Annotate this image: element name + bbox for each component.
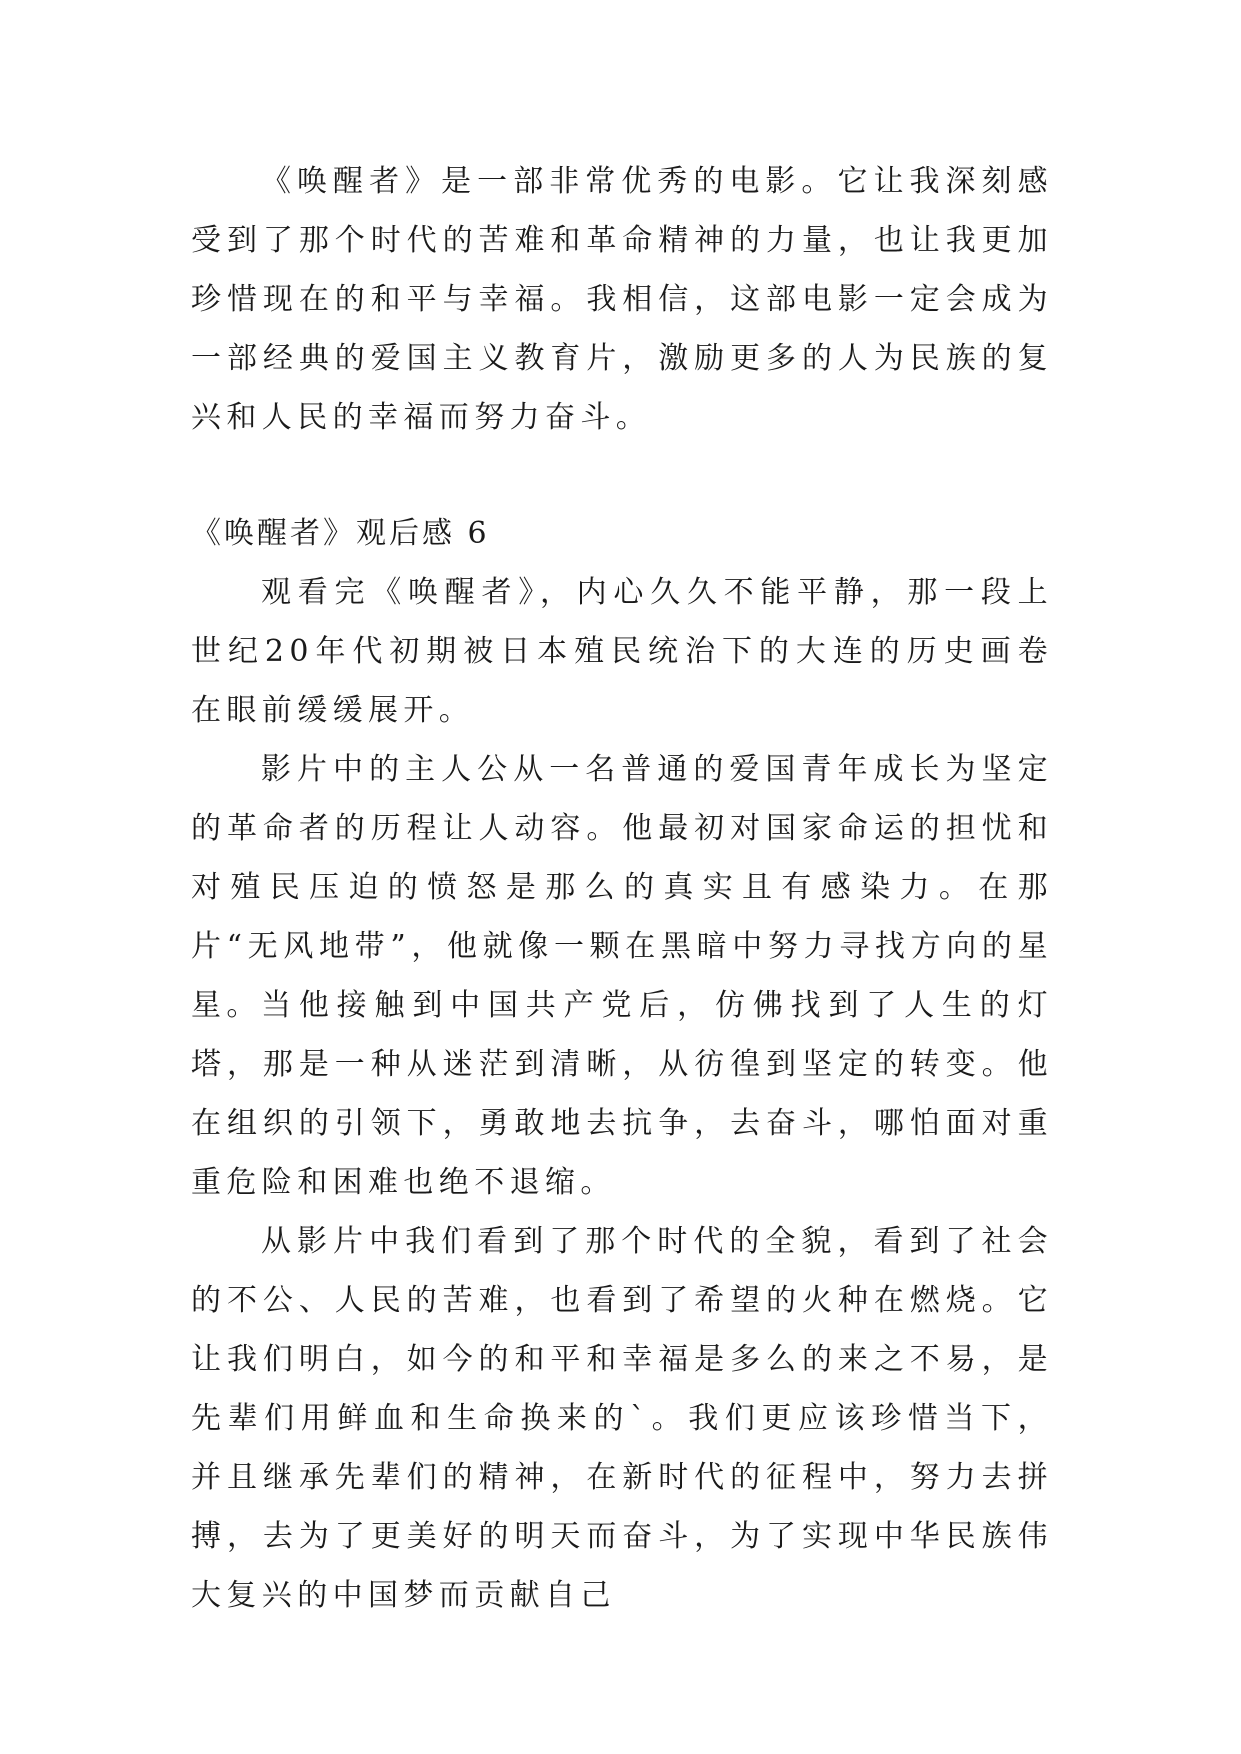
- body-paragraph-2: 影片中的主人公从一名普通的爱国青年成长为坚定的革命者的历程让人动容。他最初对国家命运的担忧和对殖民压迫的愤怒是那么的真实且有感染力。在那片“无风地带”，他就像一颗在黑暗中努力寻找方向的星星。: [191, 752, 1053, 1023]
- intro-paragraph: 《唤醒者》是一部非常优秀的电影。它让我深刻感受到了那个时代的苦难和革命精神的力量，也让我更加珍惜现在的和平与幸福。我相信，这部电影一定会成为一部经典的爱国主义教育片，激励更多的人为民族的复兴和人民的幸福而努力奋斗。: [191, 164, 1053, 435]
- body-paragraph-1: 观看完《唤醒者》，内心久久不能平静，那一段上世纪20年代初期被日本殖民统治下的大连的历史画卷在眼前缓缓展开。: [191, 575, 1053, 728]
- body-paragraph-4: 从影片中我们看到了那个时代的全貌，看到了社会的不公、人民的苦难，也看到了希望的火种在燃烧。它让我们明白，如今的和平和幸福是多么的来之不易，是先辈们用鲜血和生命换来的`。我们更应该珍惜当下，并且继承先辈们的精神，在新时代的征程中，努力去拼搏，去为了更美好的明天而奋斗，为了实现中华民族伟大复兴的中国梦而贡献自己: [191, 1224, 1053, 1613]
- body-paragraph-3: 当他接触到中国共产党后，仿佛找到了人生的灯塔，那是一种从迷茫到清晰，从彷徨到坚定的转变。他在组织的引领下，勇敢地去抗争，去奋斗，哪怕面对重重危险和困难也绝不退缩。: [191, 988, 1053, 1200]
- section-title: 《唤醒者》观后感 6: [191, 516, 490, 551]
